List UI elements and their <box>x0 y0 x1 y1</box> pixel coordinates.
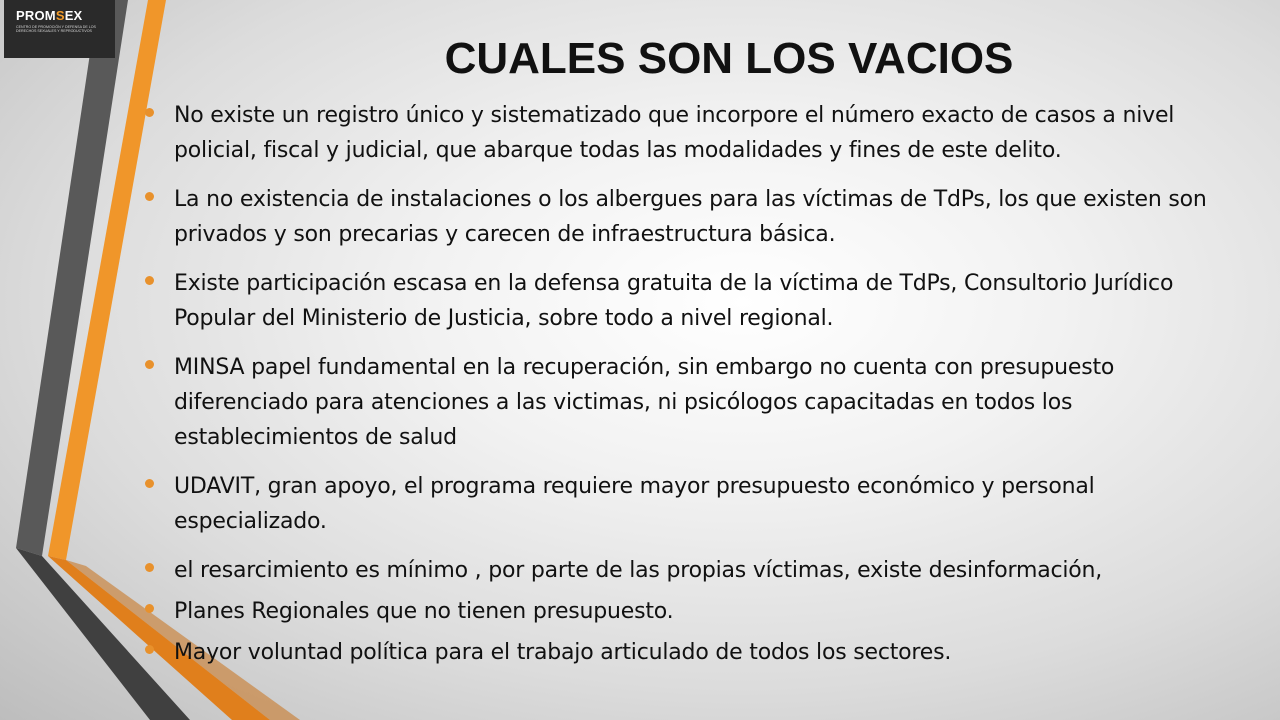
bullet-item <box>174 182 1234 252</box>
bullet-dot-icon <box>145 192 154 201</box>
bullet-text: el resarcimiento es mínimo , por parte de las propias víctimas, existe desinformación, <box>174 558 1103 583</box>
logo-suffix: EX <box>64 8 83 23</box>
bullet-dot-icon <box>145 108 154 117</box>
bullet-text: MINSA papel fundamental en la recuperación, sin embargo no cuenta con presupuesto diferenciado para atenciones a las victimas, ni psicólogos capacitadas en todos los establecimientos de salud <box>174 355 1115 450</box>
bullet-dot-icon <box>145 645 154 654</box>
logo-accent-letter: S <box>55 8 65 23</box>
bullet-text: Existe participación escasa en la defensa gratuita de la víctima de TdPs, Consultorio Jurídico Popular del Ministerio de Justicia, sobre todo a nivel regional. <box>174 271 1174 331</box>
bullet-text: Planes Regionales que no tienen presupuesto. <box>174 599 674 624</box>
bullet-text: No existe un registro único y sistematizado que incorpore el número exacto de casos a nivel policial, fiscal y judicial, que abarque todas las modalidades y fines de este delito. <box>174 103 1175 163</box>
bullet-item <box>174 635 1234 670</box>
bullet-dot-icon <box>145 276 154 285</box>
bullet-item <box>174 594 1234 629</box>
bullet-dot-icon <box>145 479 154 488</box>
slide-title: CUALES SON LOS VACIOS <box>444 34 1014 83</box>
bullet-dot-icon <box>145 604 154 613</box>
bullet-text: UDAVIT, gran apoyo, el programa requiere mayor presupuesto económico y personal especializado. <box>174 474 1095 534</box>
logo-subtitle: CENTRO DE PROMOCIÓN Y DEFENSA DE LOS DERECHOS SEXUALES Y REPRODUCTIVOS <box>16 25 96 34</box>
logo-prefix: PROM <box>16 8 56 23</box>
bullet-item <box>174 553 1234 588</box>
bullet-item <box>174 469 1234 539</box>
logo-wordmark <box>16 9 115 23</box>
bullet-item <box>174 350 1234 455</box>
bullet-list <box>174 98 1234 676</box>
bullet-item <box>174 98 1234 168</box>
bullet-item <box>174 266 1234 336</box>
bullet-dot-icon <box>145 360 154 369</box>
bullet-dot-icon <box>145 563 154 572</box>
bullet-text: La no existencia de instalaciones o los albergues para las víctimas de TdPs, los que existen son privados y son precarias y carecen de infraestructura básica. <box>174 187 1207 247</box>
bullet-text: Mayor voluntad política para el trabajo articulado de todos los sectores. <box>174 640 952 665</box>
